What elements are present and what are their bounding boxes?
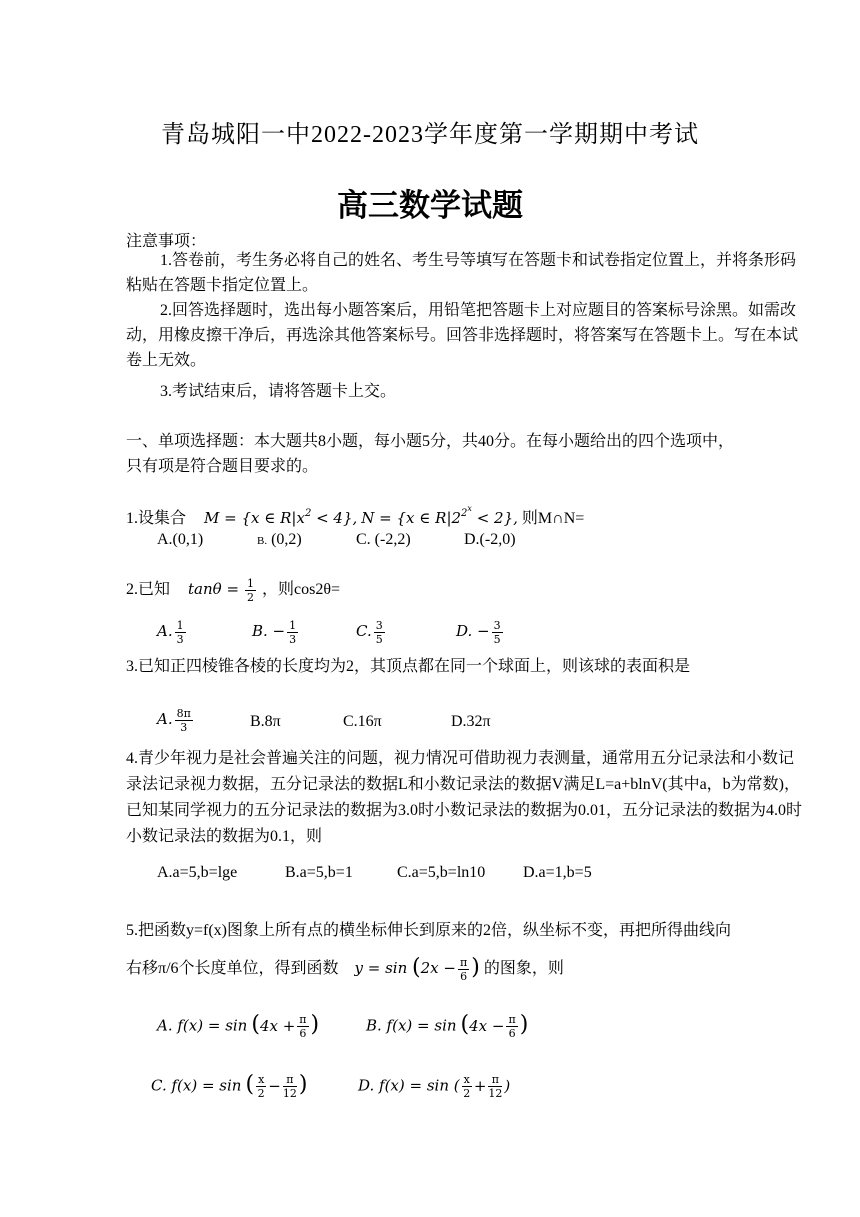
question-2-lhs: tanθ =: [188, 580, 240, 598]
question-2-suffix: ，则cos2θ=: [262, 581, 341, 598]
question-4-option-b: B.a=5,b=1: [285, 864, 353, 881]
notice-item-2: 2.回答选择题时，选出每小题答案后，用铅笔把答题卡上对应题目的答案标号涂黑。如需改动，用橡皮擦干净后，再选涂其他答案标号。回答非选择题时，将答案写在答题卡上。写在本试卷上无效。: [126, 302, 799, 369]
notice-item-3: 3.考试结束后，请将答题卡上交。: [160, 383, 397, 400]
question-3-option-b: B.8π: [250, 713, 281, 730]
question-4-option-d: D.a=1,b=5: [523, 864, 592, 881]
section-heading-line-1: 一、单项选择题：本大题共8小题，每小题5分，共40分。在每小题给出的四个选项中，: [126, 433, 735, 450]
question-5-option-b: B. f(x) = sin (4x − $\frac{\pi}{6}$ ): [366, 1012, 529, 1040]
question-1-stem: [126, 505, 584, 528]
question-4-option-c: C.a=5,b=ln10: [397, 864, 486, 881]
question-2-option-d: D. − $\frac{3}{5}$: [456, 619, 501, 646]
section-heading-line-2: 只有项是符合题目要求的。: [126, 458, 319, 475]
question-2-option-a: A. $\frac{1}{3}$: [157, 619, 184, 646]
question-5-line-2: 右移π/6个长度单位，得到函数 y = sin (2x − $\frac{\pi}{6}$ ) 的图象，则: [126, 954, 564, 983]
question-3-option-a: A. $\frac{8\pi}{3}$: [157, 707, 191, 734]
question-4-stem: 4.青少年视力是社会普遍关注的问题，视力情况可借助视力表测量，通常用五分记录法和小数记录法记录视力数据，五分记录法的数据L和小数记录法的数据V满足L=a+blnV(其中a，b为常数)，已知某同学视力的五分记录法的数据为3.0时小数记录法的数据为0.01，五分记录法的数据为4.0时小数记录法的数据为0.1，则: [126, 750, 803, 845]
question-3-option-d: D.32π: [451, 713, 491, 730]
question-1-option-b: B. (0,2): [257, 531, 302, 548]
question-5-function: y = sin (2x − $\frac{\pi}{6}$ ): [354, 954, 480, 983]
question-5-option-c: C. f(x) = sin ( $\frac{x}{2}$ − $\frac{\pi}{12}$ ): [151, 1072, 308, 1100]
question-2-fraction: $\frac{1}{2}$: [247, 576, 255, 604]
school-title: 青岛城阳一中2022-2023学年度第一学期期中考试: [161, 122, 699, 148]
notice-heading: 注意事项：: [126, 233, 207, 250]
question-3-option-c: C.16π: [343, 713, 382, 730]
question-1-set-n: N = {x ∈ $R|2^{2x} < 2$},: [361, 504, 518, 527]
question-2-option-b: B. − $\frac{1}{3}$: [252, 619, 297, 646]
question-1-option-c: C. (-2,2): [356, 531, 411, 548]
question-5-option-a: A. f(x) = sin (4x + $\frac{\pi}{6}$ ): [157, 1012, 320, 1040]
question-2-stem: [126, 576, 340, 603]
question-4-option-a: A.a=5,b=lge: [157, 864, 238, 881]
question-2-option-c: C. $\frac{3}{5}$: [356, 619, 383, 646]
question-1-option-a: A.(0,1): [157, 531, 204, 548]
question-1-suffix: 则M∩N=: [521, 510, 585, 527]
question-1-set-m: M = {x ∈ $R|x^2 < 4$},: [204, 508, 358, 527]
subject-title: 高三数学试题: [337, 188, 523, 224]
question-2-prefix: 2.已知: [126, 581, 171, 598]
question-1-option-d: D.(-2,0): [464, 531, 516, 548]
question-5-line-1: 5.把函数y=f(x)图象上所有点的横坐标伸长到原来的2倍，纵坐标不变，再把所得曲线向: [126, 922, 732, 939]
question-5-option-d: D. f(x) = sin ( $\frac{x}{2}$ + $\frac{\pi}{12}$ ): [358, 1073, 511, 1100]
notice-item-1: 1.答卷前，考生务必将自己的姓名、考生号等填写在答题卡和试卷指定位置上，并将条形码粘贴在答题卡指定位置上。: [126, 252, 797, 294]
question-1-prefix: 1.设集合: [126, 510, 187, 527]
question-3-stem: 3.已知正四棱锥各棱的长度均为2，其顶点都在同一个球面上，则该球的表面积是: [126, 658, 691, 675]
